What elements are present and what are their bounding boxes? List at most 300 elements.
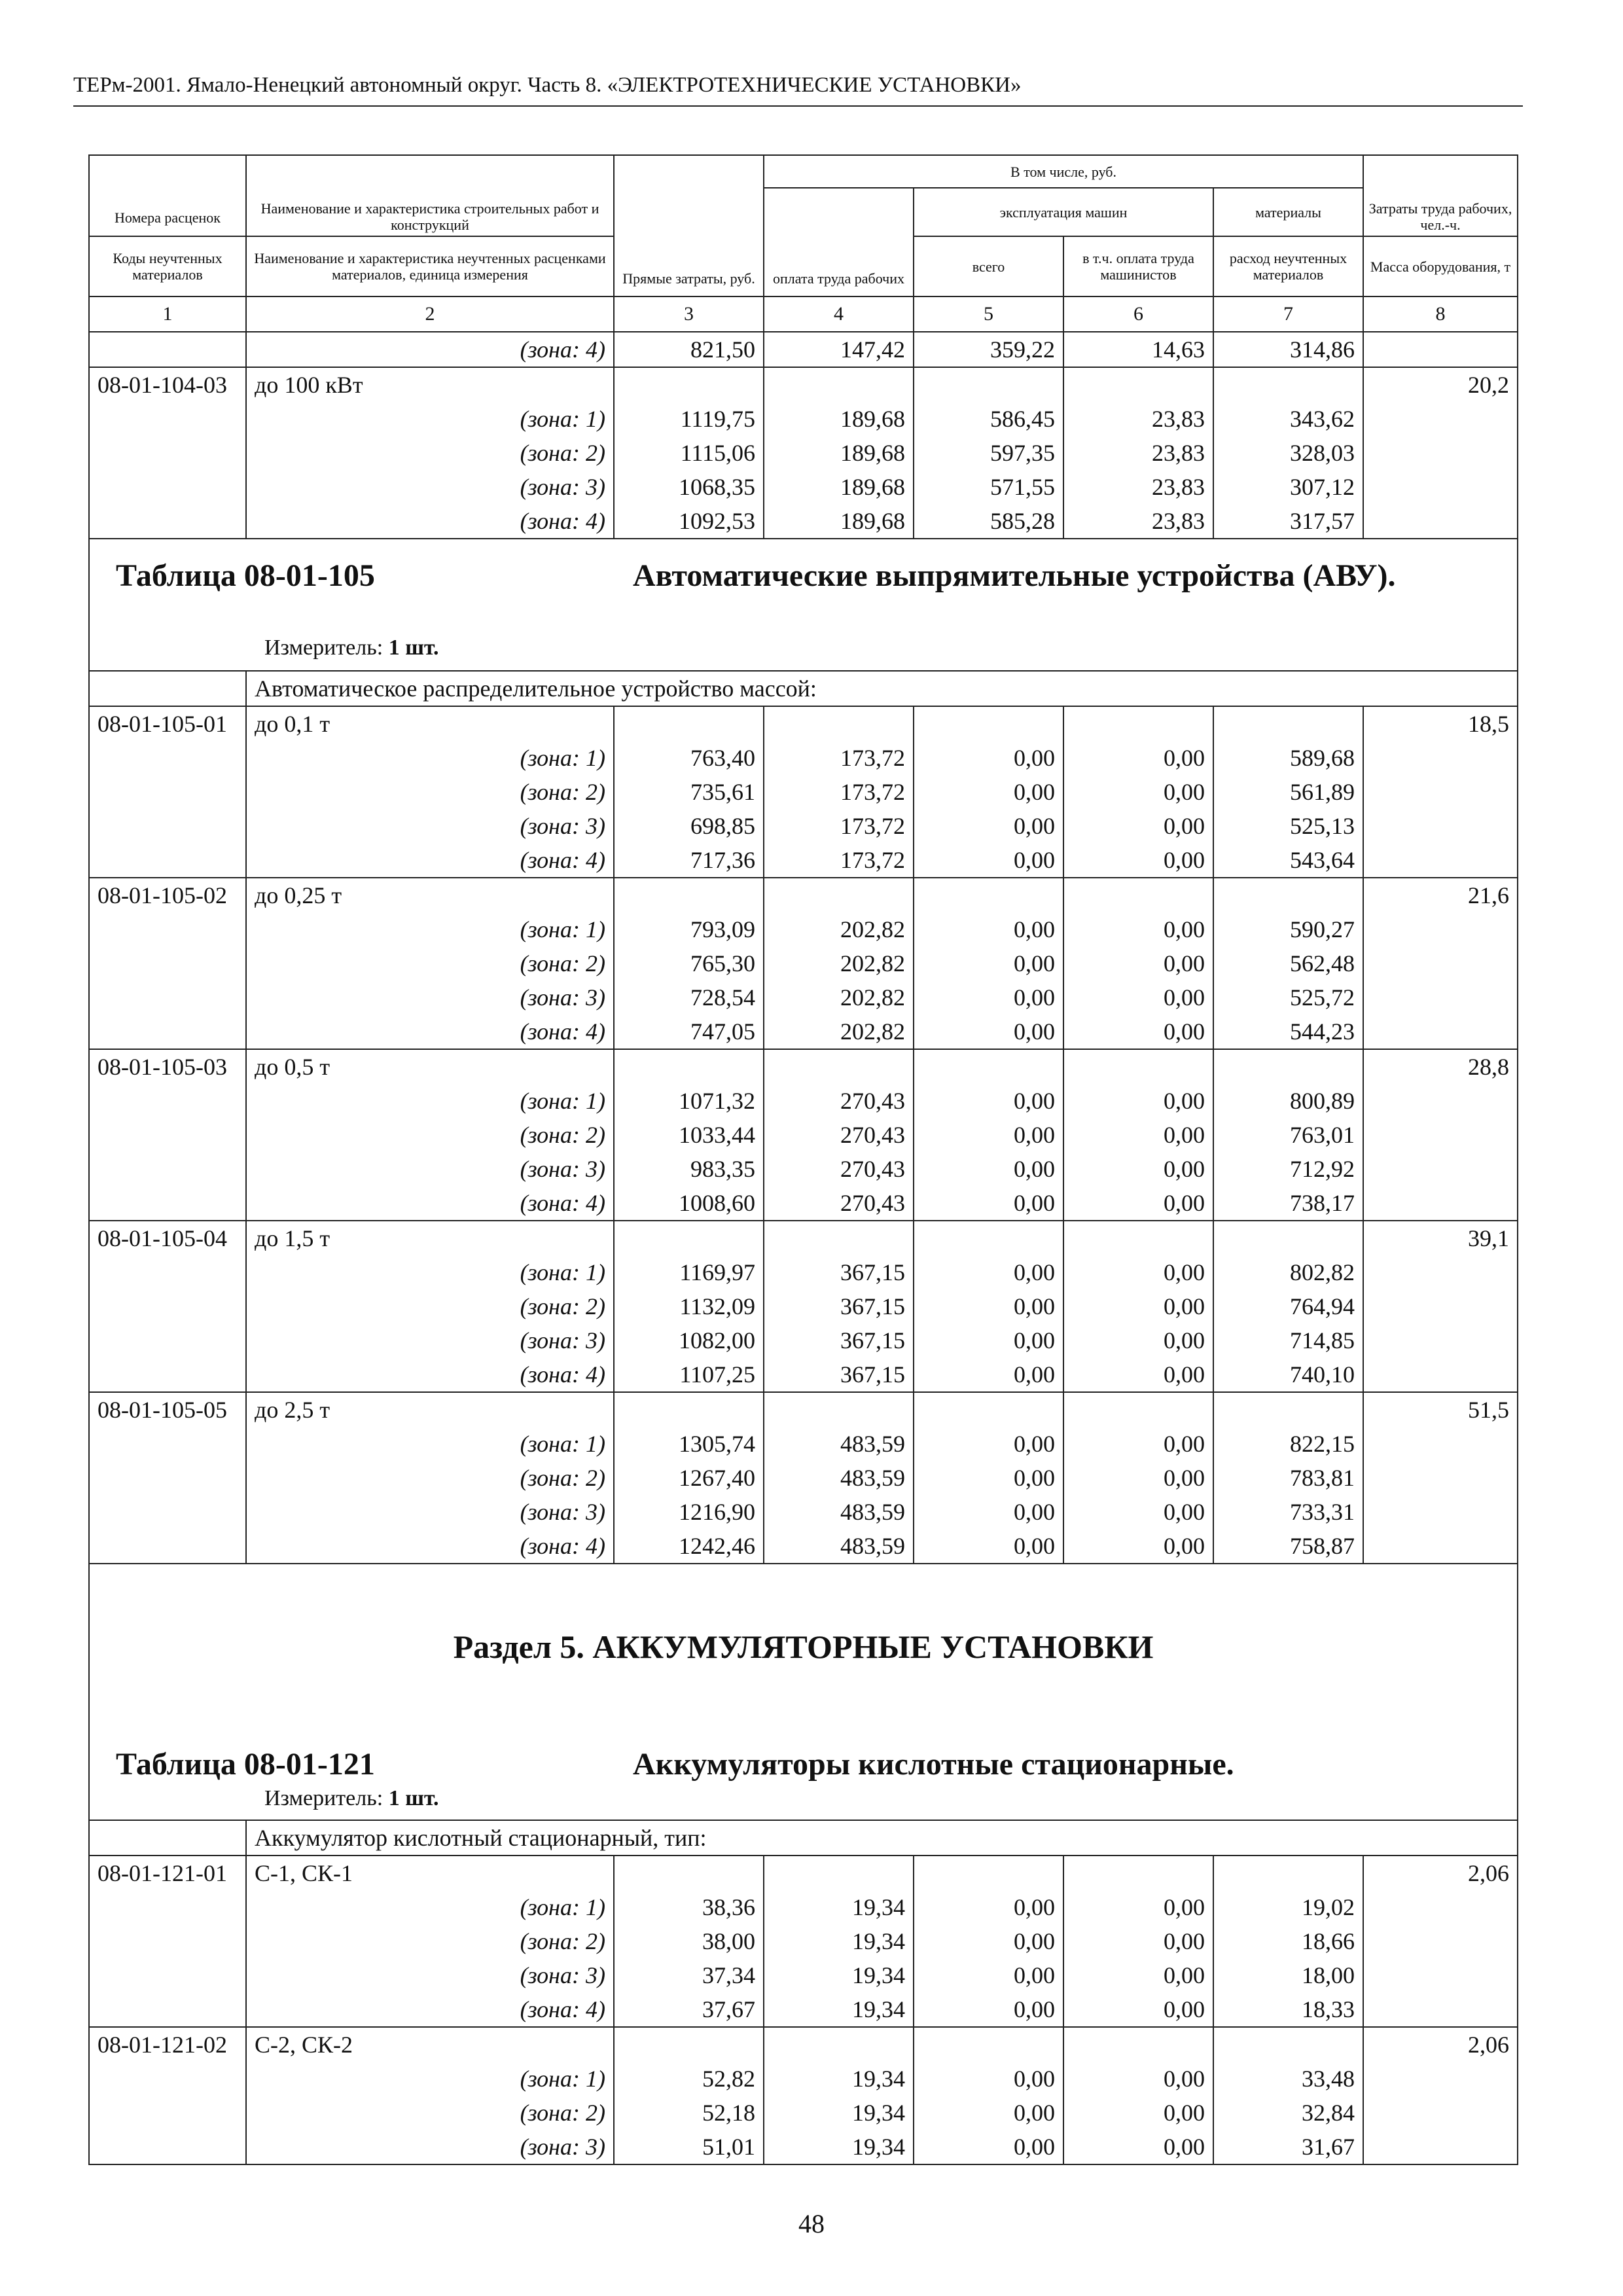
table-row xyxy=(89,912,1518,946)
rate-code: 08-01-121-01 xyxy=(89,1856,246,1890)
rate-code: 08-01-105-05 xyxy=(89,1392,246,1427)
table-subheading-row xyxy=(89,671,1518,706)
col-num-4: 4 xyxy=(764,296,914,332)
machines-total: 586,45 xyxy=(914,402,1063,436)
table-row xyxy=(89,1427,1518,1461)
table-row xyxy=(89,1186,1518,1221)
machinists-pay: 0,00 xyxy=(1063,1924,1213,1958)
col-header-codes: Номера расценок xyxy=(115,209,221,226)
materials-cost: 18,33 xyxy=(1213,1992,1363,2027)
empty-cell xyxy=(1063,1049,1213,1084)
labor-pay: 483,59 xyxy=(764,1495,914,1529)
labor-pay: 19,34 xyxy=(764,1924,914,1958)
table-row xyxy=(89,2130,1518,2164)
col-header-7: расход неучтенных материалов xyxy=(1213,236,1363,296)
labor-pay: 270,43 xyxy=(764,1084,914,1118)
table-row xyxy=(89,1084,1518,1118)
labor-pay: 483,59 xyxy=(764,1427,914,1461)
rate-code xyxy=(89,980,246,1014)
labor-hours xyxy=(1363,1118,1518,1152)
rate-code xyxy=(89,402,246,436)
labor-pay: 19,34 xyxy=(764,2130,914,2164)
rate-code xyxy=(89,1890,246,1924)
direct-cost: 1132,09 xyxy=(614,1289,764,1323)
zone-label: (зона: 3) xyxy=(246,1323,614,1357)
col-num-2: 2 xyxy=(246,296,614,332)
rate-code: 08-01-105-03 xyxy=(89,1049,246,1084)
machines-total: 0,00 xyxy=(914,1152,1063,1186)
materials-cost: 18,00 xyxy=(1213,1958,1363,1992)
machinists-pay: 0,00 xyxy=(1063,809,1213,843)
machines-total: 0,00 xyxy=(914,912,1063,946)
empty-cell xyxy=(89,1820,246,1856)
measure-unit xyxy=(264,1782,439,1816)
table-row xyxy=(89,470,1518,504)
empty-cell xyxy=(764,1856,914,1890)
col-header-name-2: Наименование и характеристика неучтенных расценками материалов, единица измерения xyxy=(246,236,614,296)
zone-label: (зона: 2) xyxy=(246,1118,614,1152)
empty-cell xyxy=(914,367,1063,402)
materials-cost: 783,81 xyxy=(1213,1461,1363,1495)
rate-code xyxy=(89,470,246,504)
table-subheading: Аккумулятор кислотный стационарный, тип: xyxy=(246,1820,1518,1856)
page-number: 48 xyxy=(798,2209,825,2238)
table-row xyxy=(89,1255,1518,1289)
machines-total: 571,55 xyxy=(914,470,1063,504)
table-subheading: Автоматическое распределительное устройство массой: xyxy=(246,671,1518,706)
direct-cost: 1216,90 xyxy=(614,1495,764,1529)
rate-code xyxy=(89,809,246,843)
empty-cell xyxy=(1063,2027,1213,2062)
measure-value: 1 шт. xyxy=(388,636,439,660)
direct-cost: 1305,74 xyxy=(614,1427,764,1461)
zone-label: (зона: 2) xyxy=(246,436,614,470)
machinists-pay: 0,00 xyxy=(1063,1014,1213,1049)
machinists-pay: 0,00 xyxy=(1063,843,1213,878)
labor-pay: 483,59 xyxy=(764,1461,914,1495)
machinists-pay: 0,00 xyxy=(1063,1495,1213,1529)
zone-label: (зона: 1) xyxy=(246,1084,614,1118)
labor-hours xyxy=(1363,470,1518,504)
materials-cost: 561,89 xyxy=(1213,775,1363,809)
machines-total: 0,00 xyxy=(914,1357,1063,1392)
machines-total: 0,00 xyxy=(914,775,1063,809)
materials-cost: 740,10 xyxy=(1213,1357,1363,1392)
rate-code xyxy=(89,1014,246,1049)
machines-total: 0,00 xyxy=(914,1958,1063,1992)
labor-hours xyxy=(1363,1958,1518,1992)
direct-cost: 821,50 xyxy=(614,332,764,367)
materials-cost: 738,17 xyxy=(1213,1186,1363,1221)
labor-hours xyxy=(1363,1461,1518,1495)
labor-hours: 20,2 xyxy=(1363,367,1518,402)
labor-hours xyxy=(1363,402,1518,436)
materials-cost: 764,94 xyxy=(1213,1289,1363,1323)
machinists-pay: 0,00 xyxy=(1063,1529,1213,1564)
labor-hours xyxy=(1363,2062,1518,2096)
materials-cost: 590,27 xyxy=(1213,912,1363,946)
zone-label: (зона: 4) xyxy=(246,1992,614,2027)
empty-cell xyxy=(914,1392,1063,1427)
empty-cell xyxy=(1213,1049,1363,1084)
zone-label: (зона: 3) xyxy=(246,2130,614,2164)
table-row xyxy=(89,1992,1518,2027)
machinists-pay: 0,00 xyxy=(1063,1084,1213,1118)
machinists-pay: 0,00 xyxy=(1063,775,1213,809)
col-num-5: 5 xyxy=(914,296,1063,332)
direct-cost: 1008,60 xyxy=(614,1186,764,1221)
empty-cell xyxy=(1063,1392,1213,1427)
table-body xyxy=(89,332,1518,2164)
table-row xyxy=(89,504,1518,539)
materials-cost: 18,66 xyxy=(1213,1924,1363,1958)
work-name: до 0,25 т xyxy=(246,878,614,912)
machinists-pay: 23,83 xyxy=(1063,436,1213,470)
direct-cost: 1119,75 xyxy=(614,402,764,436)
table-row xyxy=(89,332,1518,367)
table-subheading-row xyxy=(89,1820,1518,1856)
labor-hours xyxy=(1363,1495,1518,1529)
materials-cost: 31,67 xyxy=(1213,2130,1363,2164)
machinists-pay: 0,00 xyxy=(1063,1427,1213,1461)
empty-cell xyxy=(1063,878,1213,912)
labor-hours xyxy=(1363,2130,1518,2164)
measure-label: Измеритель: xyxy=(264,1786,389,1810)
col-header-incl: В том числе, руб. xyxy=(764,155,1363,188)
machinists-pay: 0,00 xyxy=(1063,912,1213,946)
machines-total: 0,00 xyxy=(914,1924,1063,1958)
col-header-labor: Затраты труда рабочих, чел.-ч. xyxy=(1368,200,1512,233)
table-row xyxy=(89,1118,1518,1152)
machines-total: 0,00 xyxy=(914,1461,1063,1495)
machines-total: 0,00 xyxy=(914,2096,1063,2130)
zone-label: (зона: 3) xyxy=(246,470,614,504)
labor-hours xyxy=(1363,1529,1518,1564)
empty-cell xyxy=(914,2027,1063,2062)
direct-cost: 1115,06 xyxy=(614,436,764,470)
machines-total: 0,00 xyxy=(914,1427,1063,1461)
machinists-pay: 0,00 xyxy=(1063,946,1213,980)
direct-cost: 1082,00 xyxy=(614,1323,764,1357)
labor-hours xyxy=(1363,1357,1518,1392)
section-5-block xyxy=(98,1564,1509,1820)
materials-cost: 763,01 xyxy=(1213,1118,1363,1152)
rate-code xyxy=(89,912,246,946)
measure-value: 1 шт. xyxy=(388,1786,439,1810)
labor-pay: 189,68 xyxy=(764,470,914,504)
machines-total: 0,00 xyxy=(914,809,1063,843)
rate-code xyxy=(89,1289,246,1323)
table-title: Аккумуляторы кислотные стационарные. xyxy=(633,1747,1234,1782)
machines-total: 0,00 xyxy=(914,1118,1063,1152)
table-row xyxy=(89,436,1518,470)
direct-cost: 52,82 xyxy=(614,2062,764,2096)
direct-cost: 747,05 xyxy=(614,1014,764,1049)
table-row xyxy=(89,1495,1518,1529)
labor-pay: 202,82 xyxy=(764,1014,914,1049)
materials-cost: 525,72 xyxy=(1213,980,1363,1014)
col-num-6: 6 xyxy=(1063,296,1213,332)
empty-cell xyxy=(1213,878,1363,912)
measure-unit xyxy=(264,631,439,665)
rate-code xyxy=(89,946,246,980)
labor-hours xyxy=(1363,1152,1518,1186)
rate-code: 08-01-121-02 xyxy=(89,2027,246,2062)
direct-cost: 735,61 xyxy=(614,775,764,809)
table-title-row xyxy=(89,1564,1518,1820)
machinists-pay: 0,00 xyxy=(1063,1323,1213,1357)
zone-label: (зона: 3) xyxy=(246,809,614,843)
empty-cell xyxy=(614,1392,764,1427)
table-row xyxy=(89,1924,1518,1958)
zone-label: (зона: 1) xyxy=(246,2062,614,2096)
empty-cell xyxy=(914,878,1063,912)
table-row xyxy=(89,809,1518,843)
labor-hours xyxy=(1363,1255,1518,1289)
rate-code xyxy=(89,1495,246,1529)
labor-hours: 2,06 xyxy=(1363,2027,1518,2062)
empty-cell xyxy=(1213,1221,1363,1255)
table-row xyxy=(89,946,1518,980)
col-header-6: в т.ч. оплата труда машинистов xyxy=(1063,236,1213,296)
zone-label: (зона: 3) xyxy=(246,1495,614,1529)
materials-cost: 32,84 xyxy=(1213,2096,1363,2130)
empty-cell xyxy=(89,671,246,706)
table-label: Таблица 08-01-105 xyxy=(116,558,375,593)
machinists-pay: 0,00 xyxy=(1063,1255,1213,1289)
labor-hours xyxy=(1363,809,1518,843)
empty-cell xyxy=(614,1221,764,1255)
col-header-3: Прямые затраты, руб. xyxy=(614,155,764,296)
rates-table xyxy=(88,154,1518,2165)
machinists-pay: 14,63 xyxy=(1063,332,1213,367)
labor-hours: 39,1 xyxy=(1363,1221,1518,1255)
materials-cost: 758,87 xyxy=(1213,1529,1363,1564)
labor-hours xyxy=(1363,946,1518,980)
direct-cost: 1242,46 xyxy=(614,1529,764,1564)
rate-code xyxy=(89,1084,246,1118)
labor-hours xyxy=(1363,912,1518,946)
rate-code xyxy=(89,1186,246,1221)
zone-label: (зона: 2) xyxy=(246,1924,614,1958)
machinists-pay: 0,00 xyxy=(1063,1461,1213,1495)
rate-code xyxy=(89,775,246,809)
table-row xyxy=(89,878,1518,912)
work-name: до 100 кВт xyxy=(246,367,614,402)
machinists-pay: 0,00 xyxy=(1063,1958,1213,1992)
labor-pay: 173,72 xyxy=(764,775,914,809)
work-name: до 0,1 т xyxy=(246,706,614,741)
table-row xyxy=(89,2027,1518,2062)
machinists-pay: 0,00 xyxy=(1063,2096,1213,2130)
rate-code xyxy=(89,1958,246,1992)
machinists-pay: 23,83 xyxy=(1063,402,1213,436)
table-row xyxy=(89,2062,1518,2096)
labor-hours xyxy=(1363,741,1518,775)
labor-pay: 202,82 xyxy=(764,980,914,1014)
direct-cost: 1033,44 xyxy=(614,1118,764,1152)
table-row xyxy=(89,1014,1518,1049)
section-title: Раздел 5. АККУМУЛЯТОРНЫЕ УСТАНОВКИ xyxy=(453,1628,1154,1665)
table-row xyxy=(89,775,1518,809)
col-header-5: всего xyxy=(914,236,1063,296)
rate-code xyxy=(89,1924,246,1958)
machines-total: 597,35 xyxy=(914,436,1063,470)
labor-hours xyxy=(1363,1323,1518,1357)
zone-label: (зона: 2) xyxy=(246,2096,614,2130)
labor-pay: 189,68 xyxy=(764,504,914,539)
machines-total: 0,00 xyxy=(914,1992,1063,2027)
rate-code xyxy=(89,1118,246,1152)
rate-code xyxy=(89,2096,246,2130)
direct-cost: 717,36 xyxy=(614,843,764,878)
labor-pay: 189,68 xyxy=(764,402,914,436)
empty-cell xyxy=(1063,706,1213,741)
zone-label: (зона: 1) xyxy=(246,1890,614,1924)
materials-cost: 19,02 xyxy=(1213,1890,1363,1924)
rate-code: 08-01-105-04 xyxy=(89,1221,246,1255)
direct-cost: 38,36 xyxy=(614,1890,764,1924)
labor-pay: 19,34 xyxy=(764,1992,914,2027)
materials-cost: 822,15 xyxy=(1213,1427,1363,1461)
col-header-name: Наименование и характеристика строительных работ и конструкций xyxy=(260,200,599,233)
labor-pay: 367,15 xyxy=(764,1323,914,1357)
empty-cell xyxy=(764,1049,914,1084)
col-num-7: 7 xyxy=(1213,296,1363,332)
col-header-materials: материалы xyxy=(1213,188,1363,236)
materials-cost: 314,86 xyxy=(1213,332,1363,367)
labor-hours: 18,5 xyxy=(1363,706,1518,741)
table-title-cell xyxy=(89,1564,1518,1820)
rate-code xyxy=(89,1357,246,1392)
empty-cell xyxy=(764,367,914,402)
col-header-2 xyxy=(246,155,614,236)
labor-pay: 189,68 xyxy=(764,436,914,470)
table-title-cell xyxy=(89,539,1518,671)
machinists-pay: 0,00 xyxy=(1063,1289,1213,1323)
machinists-pay: 0,00 xyxy=(1063,741,1213,775)
labor-pay: 270,43 xyxy=(764,1186,914,1221)
empty-cell xyxy=(914,1221,1063,1255)
table-row xyxy=(89,741,1518,775)
zone-label: (зона: 1) xyxy=(246,912,614,946)
direct-cost: 37,34 xyxy=(614,1958,764,1992)
machinists-pay: 0,00 xyxy=(1063,2062,1213,2096)
table-105-title xyxy=(98,539,1509,670)
table-row xyxy=(89,402,1518,436)
measure-label: Измеритель: xyxy=(264,636,389,660)
table-row xyxy=(89,1152,1518,1186)
labor-pay: 173,72 xyxy=(764,741,914,775)
rate-code xyxy=(89,504,246,539)
rate-code xyxy=(89,1461,246,1495)
labor-hours xyxy=(1363,980,1518,1014)
machinists-pay: 0,00 xyxy=(1063,1357,1213,1392)
labor-pay: 367,15 xyxy=(764,1289,914,1323)
work-name: до 1,5 т xyxy=(246,1221,614,1255)
empty-cell xyxy=(764,1392,914,1427)
work-name: С-2, СК-2 xyxy=(246,2027,614,2062)
machines-total: 0,00 xyxy=(914,1495,1063,1529)
direct-cost: 1169,97 xyxy=(614,1255,764,1289)
empty-cell xyxy=(614,878,764,912)
empty-cell xyxy=(614,706,764,741)
empty-cell xyxy=(614,367,764,402)
header-rule xyxy=(73,105,1523,107)
col-header-1 xyxy=(89,155,246,236)
labor-hours: 51,5 xyxy=(1363,1392,1518,1427)
machines-total: 585,28 xyxy=(914,504,1063,539)
table-row xyxy=(89,706,1518,741)
rate-code xyxy=(89,2130,246,2164)
machines-total: 0,00 xyxy=(914,2130,1063,2164)
table-row xyxy=(89,2096,1518,2130)
machines-total: 0,00 xyxy=(914,2062,1063,2096)
table-label: Таблица 08-01-121 xyxy=(116,1747,375,1782)
machinists-pay: 23,83 xyxy=(1063,504,1213,539)
table-row xyxy=(89,1856,1518,1890)
table-row xyxy=(89,367,1518,402)
empty-cell xyxy=(1063,367,1213,402)
labor-hours xyxy=(1363,332,1518,367)
labor-pay: 202,82 xyxy=(764,946,914,980)
materials-cost: 562,48 xyxy=(1213,946,1363,980)
labor-hours xyxy=(1363,1992,1518,2027)
zone-label: (зона: 3) xyxy=(246,980,614,1014)
table-row xyxy=(89,1357,1518,1392)
labor-pay: 19,34 xyxy=(764,2096,914,2130)
table-title-row xyxy=(89,539,1518,671)
labor-hours xyxy=(1363,504,1518,539)
machinists-pay: 0,00 xyxy=(1063,1992,1213,2027)
materials-cost: 343,62 xyxy=(1213,402,1363,436)
rate-code: 08-01-105-01 xyxy=(89,706,246,741)
zone-label: (зона: 4) xyxy=(246,1186,614,1221)
empty-cell xyxy=(764,2027,914,2062)
rate-code xyxy=(89,1152,246,1186)
zone-label: (зона: 3) xyxy=(246,1152,614,1186)
machines-total: 0,00 xyxy=(914,1890,1063,1924)
col-header-mass: Масса оборудования, т xyxy=(1363,236,1518,296)
direct-cost: 52,18 xyxy=(614,2096,764,2130)
direct-cost: 765,30 xyxy=(614,946,764,980)
machines-total: 0,00 xyxy=(914,1529,1063,1564)
direct-cost: 51,01 xyxy=(614,2130,764,2164)
empty-cell xyxy=(764,706,914,741)
empty-cell xyxy=(1213,2027,1363,2062)
zone-label: (зона: 4) xyxy=(246,1014,614,1049)
col-num-3: 3 xyxy=(614,296,764,332)
direct-cost: 1071,32 xyxy=(614,1084,764,1118)
machines-total: 0,00 xyxy=(914,1186,1063,1221)
zone-label: (зона: 3) xyxy=(246,1958,614,1992)
table-row xyxy=(89,1221,1518,1255)
materials-cost: 712,92 xyxy=(1213,1152,1363,1186)
machines-total: 0,00 xyxy=(914,741,1063,775)
materials-cost: 544,23 xyxy=(1213,1014,1363,1049)
table-row xyxy=(89,843,1518,878)
labor-pay: 367,15 xyxy=(764,1255,914,1289)
table-row xyxy=(89,980,1518,1014)
work-name: до 2,5 т xyxy=(246,1392,614,1427)
rate-code: 08-01-105-02 xyxy=(89,878,246,912)
empty-cell xyxy=(764,878,914,912)
labor-hours xyxy=(1363,1427,1518,1461)
direct-cost: 1092,53 xyxy=(614,504,764,539)
zone-label: (зона: 1) xyxy=(246,402,614,436)
labor-hours xyxy=(1363,436,1518,470)
rate-code: 08-01-104-03 xyxy=(89,367,246,402)
